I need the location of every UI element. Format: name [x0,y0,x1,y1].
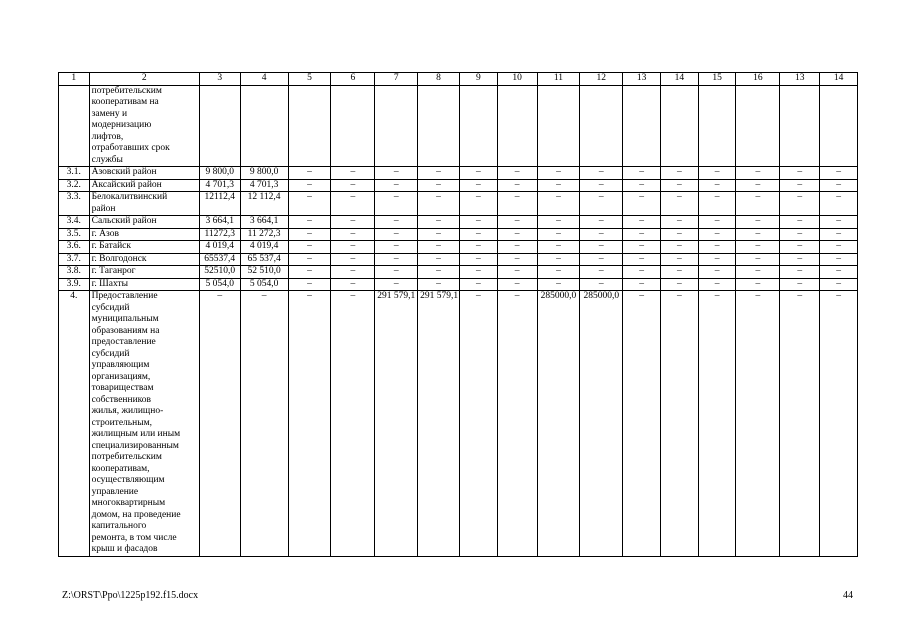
value-cell: 291 579,1 [418,291,460,557]
value-cell: 5 054,0 [240,278,288,291]
table-row [59,228,858,241]
value-cell: – [736,253,780,266]
value-cell: 4 701,3 [240,179,288,192]
value-cell: – [660,266,698,279]
value-cell: – [780,253,820,266]
value-cell: – [331,291,375,557]
value-cell: – [698,266,736,279]
value-cell [780,85,820,167]
value-cell: – [288,266,331,279]
value-cell: – [537,179,580,192]
value-cell: – [331,278,375,291]
value-cell: – [418,278,460,291]
value-cell: – [698,291,736,557]
value-cell: – [736,179,780,192]
value-cell: – [660,216,698,229]
value-cell: – [418,228,460,241]
value-cell: – [459,192,497,216]
value-cell: – [375,241,418,254]
row-number: 4. [59,291,90,557]
row-number: 3.7. [59,253,90,266]
value-cell: – [580,192,623,216]
value-cell: – [331,167,375,180]
value-cell: – [623,179,661,192]
table-row [59,278,858,291]
value-cell: – [580,266,623,279]
column-header: 7 [375,73,418,86]
row-name: потребительским кооперативам на замену и модернизацию лифтов, отработавших срок службы [89,85,199,167]
value-cell: – [580,278,623,291]
table-row [59,179,858,192]
value-cell: – [698,228,736,241]
value-cell: – [331,192,375,216]
value-cell: – [375,266,418,279]
value-cell: – [331,241,375,254]
value-cell: – [660,192,698,216]
row-name: г. Шахты [89,278,199,291]
row-name: г. Батайск [89,241,199,254]
value-cell: – [698,192,736,216]
column-header: 16 [736,73,780,86]
value-cell: – [288,192,331,216]
value-cell: – [698,241,736,254]
value-cell: – [780,291,820,557]
value-cell: – [736,266,780,279]
value-cell: – [497,278,537,291]
value-cell: – [580,241,623,254]
value-cell: – [288,228,331,241]
value-cell: – [780,228,820,241]
value-cell [660,85,698,167]
value-cell: – [736,291,780,557]
row-number: 3.4. [59,216,90,229]
value-cell: 12 112,4 [240,192,288,216]
value-cell: – [623,253,661,266]
value-cell [459,85,497,167]
value-cell: – [288,278,331,291]
value-cell: – [623,291,661,557]
column-number-row [59,73,858,86]
value-cell: – [820,167,858,180]
value-cell: 65 537,4 [240,253,288,266]
value-cell: – [375,167,418,180]
value-cell: – [240,291,288,557]
table-row [59,291,858,557]
value-cell: – [780,241,820,254]
column-header: 10 [497,73,537,86]
value-cell: – [497,266,537,279]
value-cell: – [698,167,736,180]
value-cell: – [660,291,698,557]
value-cell: 9 800,0 [240,167,288,180]
value-cell: – [418,266,460,279]
value-cell: – [288,167,331,180]
table-row [59,192,858,216]
value-cell: – [698,278,736,291]
value-cell: 285000,0 [580,291,623,557]
row-number [59,85,90,167]
value-cell: – [623,228,661,241]
table-row [59,216,858,229]
row-number: 3.1. [59,167,90,180]
value-cell: – [623,216,661,229]
value-cell: 3 664,1 [240,216,288,229]
value-cell: – [288,291,331,557]
value-cell: – [736,278,780,291]
value-cell: – [623,266,661,279]
value-cell: – [537,278,580,291]
value-cell: – [736,241,780,254]
value-cell: – [288,216,331,229]
value-cell: – [375,192,418,216]
column-header: 1 [59,73,90,86]
value-cell: – [375,253,418,266]
column-header: 4 [240,73,288,86]
row-name: Белокалитвинский район [89,192,199,216]
value-cell: – [418,179,460,192]
value-cell [375,85,418,167]
table-row [59,266,858,279]
value-cell: – [497,216,537,229]
row-number: 3.8. [59,266,90,279]
value-cell: – [459,266,497,279]
value-cell: – [580,253,623,266]
value-cell: – [497,291,537,557]
row-name: Аксайский район [89,179,199,192]
value-cell: – [623,167,661,180]
value-cell: – [537,167,580,180]
table-row [59,253,858,266]
value-cell: – [820,291,858,557]
value-cell: – [736,167,780,180]
row-name: Предоставление субсидий муниципальным образованиям на предоставление субсидий управляющим организациям, товариществам собственников жилья, жилищно- строительным, жилищным или иным специализированным потребительским кооперативам, осуществляющим управление многоквартирным домом, на проведение капитального ремонта, в том числе крыш и фасадов [89,291,199,557]
value-cell: 4 701,3 [199,179,240,192]
value-cell: – [199,291,240,557]
column-header: 13 [780,73,820,86]
value-cell: – [331,266,375,279]
row-name: г. Азов [89,228,199,241]
value-cell: – [331,179,375,192]
row-number: 3.3. [59,192,90,216]
column-header: 11 [537,73,580,86]
row-number: 3.6. [59,241,90,254]
value-cell: – [820,266,858,279]
value-cell [240,85,288,167]
row-name: г. Волгодонск [89,253,199,266]
value-cell [820,85,858,167]
value-cell: – [418,241,460,254]
value-cell: – [459,167,497,180]
table-row [59,85,858,167]
column-header: 12 [580,73,623,86]
value-cell: 52510,0 [199,266,240,279]
value-cell: – [537,228,580,241]
column-header: 13 [623,73,661,86]
column-header: 2 [89,73,199,86]
value-cell: – [736,216,780,229]
row-number: 3.5. [59,228,90,241]
value-cell: – [497,192,537,216]
value-cell: – [698,253,736,266]
value-cell: 285000,0 [537,291,580,557]
value-cell: – [660,241,698,254]
value-cell: – [820,278,858,291]
row-name: Сальский район [89,216,199,229]
value-cell: – [537,216,580,229]
value-cell: – [459,179,497,192]
value-cell: – [537,266,580,279]
value-cell: 11 272,3 [240,228,288,241]
value-cell: – [780,192,820,216]
value-cell: 65537,4 [199,253,240,266]
value-cell [331,85,375,167]
value-cell: – [497,179,537,192]
budget-table [58,72,858,557]
value-cell: – [660,179,698,192]
column-header: 9 [459,73,497,86]
value-cell: – [288,241,331,254]
value-cell: – [537,253,580,266]
value-cell: – [418,216,460,229]
value-cell: – [288,179,331,192]
value-cell: – [459,253,497,266]
column-header: 6 [331,73,375,86]
value-cell: – [459,291,497,557]
value-cell: – [459,216,497,229]
value-cell: – [375,216,418,229]
value-cell: – [331,228,375,241]
column-header: 15 [698,73,736,86]
value-cell: 11272,3 [199,228,240,241]
value-cell: – [580,179,623,192]
value-cell: – [736,192,780,216]
value-cell: – [820,216,858,229]
value-cell: 52 510,0 [240,266,288,279]
value-cell: – [375,228,418,241]
value-cell: – [375,278,418,291]
value-cell [497,85,537,167]
value-cell: – [459,241,497,254]
value-cell [623,85,661,167]
value-cell: – [580,228,623,241]
value-cell [199,85,240,167]
page-number: 44 [843,590,853,601]
value-cell [580,85,623,167]
value-cell: – [780,167,820,180]
value-cell: – [580,167,623,180]
value-cell: – [375,179,418,192]
value-cell: – [580,216,623,229]
table-body [59,73,858,557]
value-cell: – [698,179,736,192]
value-cell: – [623,278,661,291]
value-cell: – [820,241,858,254]
value-cell: – [820,192,858,216]
value-cell: – [660,253,698,266]
value-cell: – [820,179,858,192]
value-cell: – [537,192,580,216]
value-cell: – [459,278,497,291]
value-cell [698,85,736,167]
value-cell: – [497,228,537,241]
value-cell [537,85,580,167]
value-cell [736,85,780,167]
value-cell: – [459,228,497,241]
value-cell [418,85,460,167]
column-header: 14 [820,73,858,86]
row-name: г. Таганрог [89,266,199,279]
value-cell: – [780,216,820,229]
column-header: 3 [199,73,240,86]
value-cell: – [820,253,858,266]
row-number: 3.2. [59,179,90,192]
value-cell: – [418,167,460,180]
value-cell: – [497,241,537,254]
value-cell: 3 664,1 [199,216,240,229]
value-cell: – [736,228,780,241]
table-row [59,241,858,254]
value-cell: – [780,278,820,291]
value-cell: – [660,228,698,241]
value-cell: – [623,241,661,254]
value-cell: – [537,241,580,254]
value-cell: – [418,253,460,266]
file-path: Z:\ORST\Ppo\1225p192.f15.docx [62,590,199,601]
value-cell: – [497,167,537,180]
value-cell: – [698,216,736,229]
column-header: 5 [288,73,331,86]
value-cell: – [497,253,537,266]
value-cell: – [331,216,375,229]
column-header: 14 [660,73,698,86]
row-number: 3.9. [59,278,90,291]
value-cell: – [418,192,460,216]
value-cell: – [820,228,858,241]
value-cell [288,85,331,167]
value-cell: 12112,4 [199,192,240,216]
value-cell: 5 054,0 [199,278,240,291]
value-cell: 4 019,4 [199,241,240,254]
value-cell: – [660,167,698,180]
column-header: 8 [418,73,460,86]
value-cell: – [660,278,698,291]
value-cell: – [780,266,820,279]
value-cell: – [288,253,331,266]
row-name: Азовский район [89,167,199,180]
value-cell: 9 800,0 [199,167,240,180]
table-row [59,167,858,180]
value-cell: – [623,192,661,216]
value-cell: – [780,179,820,192]
value-cell: 4 019,4 [240,241,288,254]
value-cell: 291 579,1 [375,291,418,557]
value-cell: – [331,253,375,266]
